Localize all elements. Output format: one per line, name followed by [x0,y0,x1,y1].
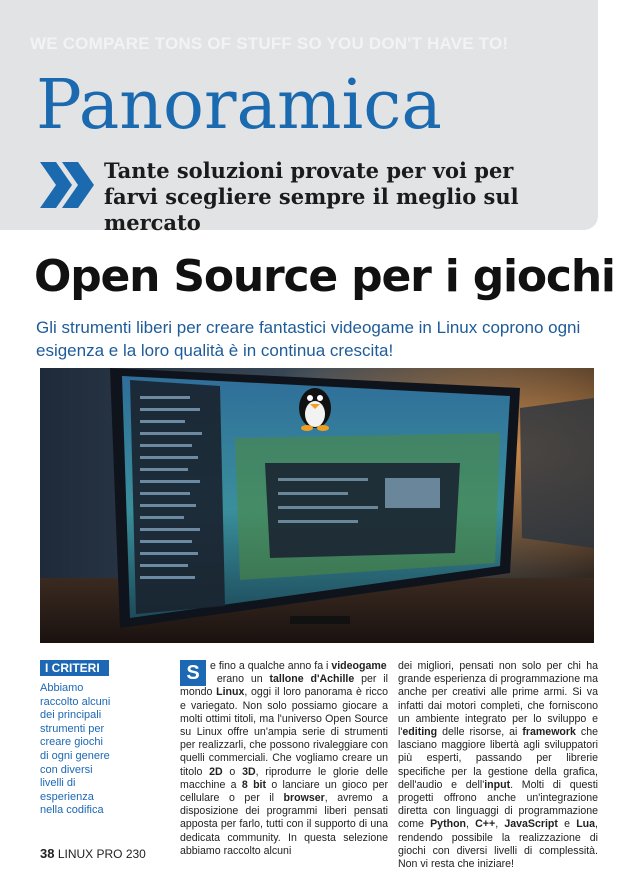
page-footer [40,846,146,861]
section-header [0,0,598,235]
monitor-tux-photo [40,368,594,643]
hero-image [40,368,594,643]
page-number: 38 [40,846,55,861]
section-subtitle: Tante soluzioni provate per voi per farvi scegliere sempre il meglio sul mercato [104,158,519,235]
body-column-2: dei migliori, pensati non solo per chi ha grande esperienza di programmazione ma anche per creativi alle prime armi. Si va infatti dai motori completi, che forniscono un ambiente integrato per lo sviluppo e l'editing delle risorse, ai framework che lasciano maggiore libertà agli sviluppatori più esperti, passando per librerie specifiche per la gestione della grafica, dell'audio e dell'input. Molti di questi progetti offrono anche un'integrazione diretta con linguaggi di programmazione come Python, C++, JavaScript e Lua, rendendo possibile la realizzazione di giochi con diversi livelli di complessità. Non vi resta che iniziare! [398,660,598,871]
section-title: Panoramica [36,66,442,145]
article-standfirst: Gli strumenti liberi per creare fantastici videogame in Linux coprono ogni esigenza e la loro qualità è in continua crescita! [36,318,581,360]
article-title: Open Source per i giochi [34,251,615,302]
criteria-box-text: Abbiamo raccolto alcuni dei principali strumenti per creare giochi di ogni genere con diversi livelli di esperienza nella codifica [40,682,111,817]
body-column-1: e fino a qualche anno fa i videogame erano un tallone d'Achille per il mondo Linux, oggi il loro panorama è ricco e variegato. Non solo possiamo giocare a molti ottimi titoli, ma l'universo Open Source su Linux offre un'ampia serie di strumenti per realizzarli, che possono rivaleggiare con quelli commerciali. Che vogliamo creare un titolo 2D o 3D, riprodurre le glorie delle macchine a 8 bit o lanciare un gioco per cellulare o per il browser, avremo a disposizione dei programmi liberi pensati apposta per farlo, tutti con il supporto di una dedicata community. In questa selezione abbiamo raccolto alcuni [180,660,389,857]
drop-cap: S [180,660,206,686]
double-chevron-icon [38,162,98,208]
criteria-box-title: I CRITERI [40,660,109,676]
magazine-issue: LINUX PRO 230 [57,847,146,861]
tagline: WE COMPARE TONS OF STUFF SO YOU DON'T HAVE TO! [30,34,509,53]
